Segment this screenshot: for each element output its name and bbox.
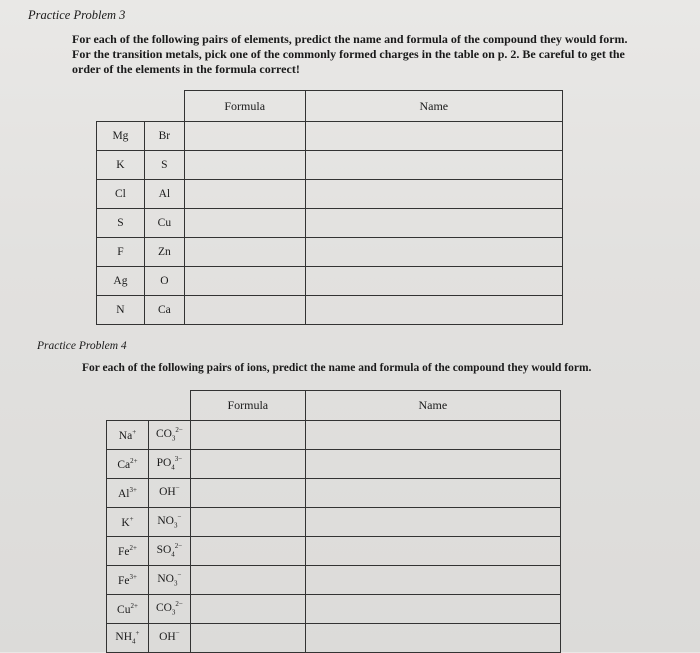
element-1: Mg: [97, 122, 145, 151]
name-answer-cell[interactable]: [305, 267, 562, 296]
formula-answer-cell[interactable]: [190, 479, 305, 508]
name-answer-cell[interactable]: [305, 566, 560, 595]
element-2: Br: [144, 122, 184, 151]
cation-cell: $Cu^{2+}$: [107, 595, 149, 624]
element-1: N: [97, 296, 145, 325]
formula-answer-cell[interactable]: [190, 450, 305, 479]
name-answer-cell[interactable]: [305, 508, 560, 537]
cation-cell: Na+: [107, 421, 149, 450]
element-1: Cl: [97, 180, 145, 209]
name-answer-cell[interactable]: [305, 238, 562, 267]
anion-cell: $CO_3^{2-}$: [148, 595, 190, 624]
element-2: Ca: [144, 296, 184, 325]
formula-answer-cell[interactable]: [184, 180, 305, 209]
formula-header: Formula: [184, 91, 305, 122]
anion-cell: OH−: [148, 479, 190, 508]
name-answer-cell[interactable]: [305, 450, 560, 479]
formula-answer-cell[interactable]: [184, 296, 305, 325]
name-answer-cell[interactable]: [305, 479, 560, 508]
element-1: K: [97, 151, 145, 180]
name-answer-cell[interactable]: [305, 624, 560, 653]
cation-cell: $Fe^{3+}$: [107, 566, 149, 595]
formula-answer-cell[interactable]: [190, 508, 305, 537]
formula-answer-cell[interactable]: [190, 566, 305, 595]
name-answer-cell[interactable]: [305, 151, 562, 180]
cation-cell: $Al^{3+}$: [107, 479, 149, 508]
formula-answer-cell[interactable]: [184, 238, 305, 267]
name-answer-cell[interactable]: [305, 122, 562, 151]
name-answer-cell[interactable]: [305, 209, 562, 238]
formula-answer-cell[interactable]: [190, 595, 305, 624]
element-2: Al: [144, 180, 184, 209]
formula-answer-cell[interactable]: [184, 122, 305, 151]
anion-cell: OH−: [148, 624, 190, 653]
anion-cell: $NO_3^-$: [148, 566, 190, 595]
element-1: F: [97, 238, 145, 267]
problem3-table: [96, 90, 563, 325]
cation-cell: $Ca^{2+}$: [107, 450, 149, 479]
anion-cell: $SO_4^{2-}$: [148, 537, 190, 566]
formula-header: Formula: [190, 391, 305, 421]
anion-cell: $PO_4^{3-}$: [148, 450, 190, 479]
problem4-table: [106, 390, 561, 653]
formula-answer-cell[interactable]: [184, 267, 305, 296]
formula-answer-cell[interactable]: [184, 151, 305, 180]
problem4-title: Practice Problem 4: [37, 340, 127, 352]
problem4-instructions: For each of the following pairs of ions, predict the name and formula of the compound they would form.: [82, 362, 592, 374]
formula-answer-cell[interactable]: [190, 537, 305, 566]
formula-answer-cell[interactable]: [184, 209, 305, 238]
element-2: Zn: [144, 238, 184, 267]
element-1: Ag: [97, 267, 145, 296]
formula-answer-cell[interactable]: [190, 624, 305, 653]
anion-cell: $NO_3^-$: [148, 508, 190, 537]
element-1: S: [97, 209, 145, 238]
name-answer-cell[interactable]: [305, 421, 560, 450]
problem3-title: Practice Problem 3: [28, 8, 126, 22]
name-header: Name: [305, 91, 562, 122]
element-2: Cu: [144, 209, 184, 238]
problem3-instructions: For each of the following pairs of elements, predict the name and formula of the compound they would form. For the transition metals, pick one of the commonly formed charges in the table on p. 2. Be careful to get the order of the elements in the formula correct!: [72, 32, 628, 76]
name-header: Name: [305, 391, 560, 421]
name-answer-cell[interactable]: [305, 180, 562, 209]
anion-cell: $CO_3^{2-}$: [148, 421, 190, 450]
cation-cell: $Fe^{2+}$: [107, 537, 149, 566]
cation-cell: K+: [107, 508, 149, 537]
cation-cell: $NH_4^+$: [107, 624, 149, 653]
formula-answer-cell[interactable]: [190, 421, 305, 450]
name-answer-cell[interactable]: [305, 595, 560, 624]
element-2: O: [144, 267, 184, 296]
name-answer-cell[interactable]: [305, 296, 562, 325]
element-2: S: [144, 151, 184, 180]
name-answer-cell[interactable]: [305, 537, 560, 566]
